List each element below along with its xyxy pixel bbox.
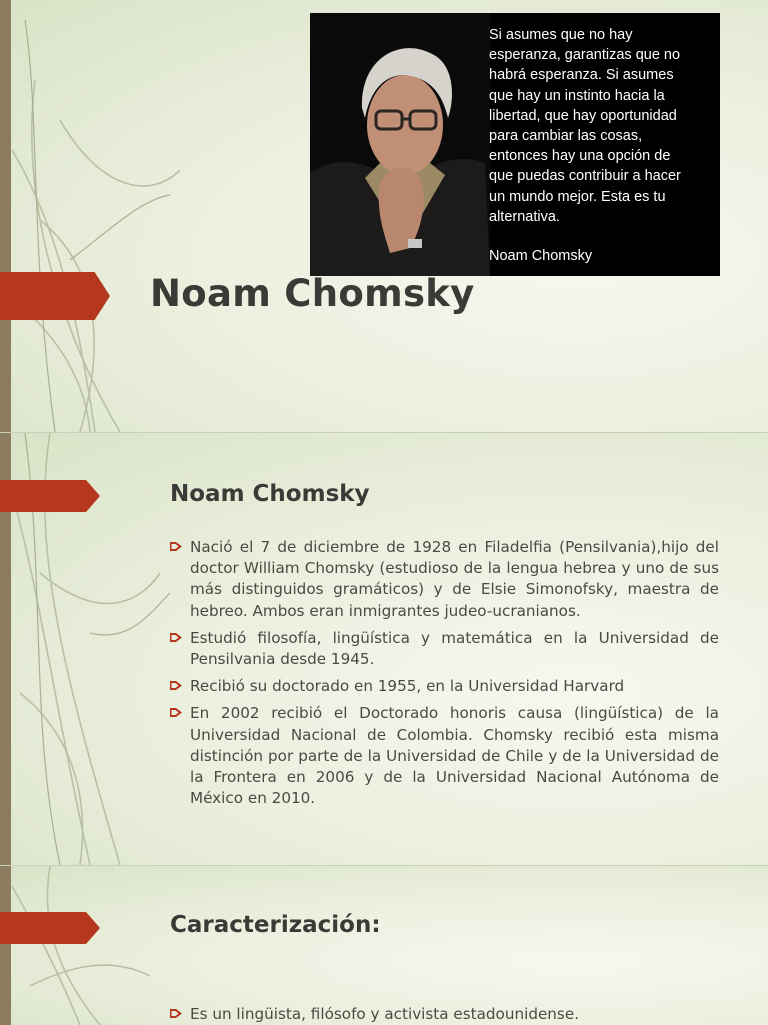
list-item — [170, 1004, 719, 1025]
section-title: Caracterización: — [170, 912, 381, 938]
title-accent-arrow — [0, 912, 100, 944]
bullet-text: En 2002 recibió el Doctorado honoris causa (lingüística) de la Universidad Nacional de Colombia. Chomsky recibió esta misma distinción por parte de la Universidad de Chile y de la Universidad de la Frontera en 2006 y de la Universidad Nacional Autónoma de México en 2010. — [190, 704, 719, 808]
slide-title: Noam Chomsky — [150, 272, 475, 315]
portrait-image — [310, 13, 490, 276]
arrow-bullet-icon — [170, 633, 182, 642]
list-item — [170, 628, 719, 670]
list-item — [170, 676, 719, 697]
bullet-text: Recibió su doctorado en 1955, en la Universidad Harvard — [190, 677, 625, 696]
title-accent-arrow — [0, 480, 100, 512]
bullet-list — [170, 537, 719, 815]
bullet-text: Es un lingüista, filósofo y activista estadounidense. — [190, 1005, 580, 1023]
decorative-vines — [0, 866, 200, 1025]
title-accent-arrow — [0, 272, 110, 320]
quote-text: Si asumes que no hay esperanza, garantizas que no habrá esperanza. Si asumes que hay un instinto hacia la libertad, que hay oportunidad para cambiar las cosas, entonces hay una opción de que puedas contribuir a hacer un mundo mejor. Esta es tu alternativa. — [489, 27, 681, 225]
bullet-text: Nació el 7 de diciembre de 1928 en Filadelfia (Pensilvania),hijo del doctor William Chomsky (estudioso de la lengua hebrea y uno de sus más distinguidos gramáticos) y de Elsie Simonofsky, maestra de hebreo. Ambos eran inmigrantes judeo-ucranianos. — [190, 538, 719, 620]
arrow-bullet-icon — [170, 681, 182, 690]
slide-2 — [0, 432, 768, 865]
quote-image — [310, 13, 720, 276]
list-item — [170, 703, 719, 809]
decorative-vines — [0, 0, 200, 432]
slide-3 — [0, 865, 768, 1025]
arrow-bullet-icon — [170, 1009, 182, 1018]
bullet-text: Estudió filosofía, lingüística y matemática en la Universidad de Pensilvania desde 1945. — [190, 628, 719, 669]
bullet-list — [170, 1004, 719, 1025]
slide-1 — [0, 0, 768, 432]
quote-author: Noam Chomsky — [489, 248, 593, 264]
arrow-bullet-icon — [170, 542, 182, 551]
section-title: Noam Chomsky — [170, 481, 370, 507]
arrow-bullet-icon — [170, 708, 182, 717]
list-item — [170, 537, 719, 622]
